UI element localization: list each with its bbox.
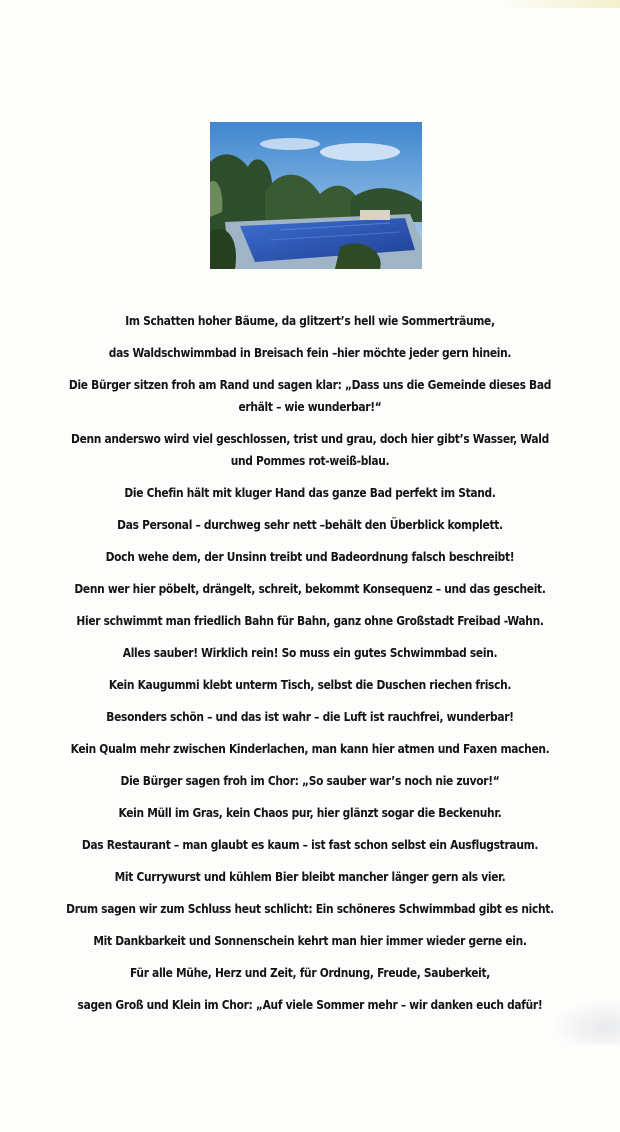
poem-line: Mit Dankbarkeit und Sonnenschein kehrt man hier immer wieder gerne ein. xyxy=(93,933,527,948)
poem-line: Denn anderswo wird viel geschlossen, trist und grau, doch hier gibt’s Wasser, Wald und Pommes rot-weiß-blau. xyxy=(71,431,549,468)
poem-line: sagen Groß und Klein im Chor: „Auf viele Sommer mehr – wir danken euch dafür! xyxy=(77,997,543,1012)
paper-smudge xyxy=(550,1000,620,1045)
pool-photo xyxy=(210,122,422,269)
poem-line: Hier schwimmt man friedlich Bahn für Bahn, ganz ohne Großstadt Freibad -Wahn. xyxy=(76,613,544,628)
poem-line: Besonders schön – und das ist wahr – die Luft ist rauchfrei, wunderbar! xyxy=(106,709,514,724)
poem-line: Kein Müll im Gras, kein Chaos pur, hier glänzt sogar die Beckenuhr. xyxy=(118,805,502,820)
poem-line: Drum sagen wir zum Schluss heut schlicht: Ein schöneres Schwimmbad gibt es nicht. xyxy=(66,901,554,916)
poem-line: Alles sauber! Wirklich rein! So muss ein gutes Schwimmbad sein. xyxy=(122,645,498,660)
poem-line: Mit Currywurst und kühlem Bier bleibt mancher länger gern als vier. xyxy=(114,869,506,884)
pool-photo-image xyxy=(210,122,422,269)
poem-line: das Waldschwimmbad in Breisach fein –hier möchte jeder gern hinein. xyxy=(108,345,512,360)
poem-line: Im Schatten hoher Bäume, da glitzert’s hell wie Sommerträume, xyxy=(125,313,495,328)
poem-line: Kein Qualm mehr zwischen Kinderlachen, man kann hier atmen und Faxen machen. xyxy=(70,741,550,756)
poem xyxy=(61,305,560,1021)
poem-line: Das Personal – durchweg sehr nett –behält den Überblick komplett. xyxy=(117,517,503,532)
poem-line: Doch wehe dem, der Unsinn treibt und Badeordnung falsch beschreibt! xyxy=(105,549,515,564)
poem-line: Das Restaurant – man glaubt es kaum – ist fast schon selbst ein Ausflugstraum. xyxy=(81,837,539,852)
poem-line: Die Chefin hält mit kluger Hand das ganze Bad perfekt im Stand. xyxy=(124,485,496,500)
poem-line: Kein Kaugummi klebt unterm Tisch, selbst die Duschen riechen frisch. xyxy=(108,677,512,692)
poem-line: Die Bürger sagen froh im Chor: „So sauber war’s noch nie zuvor!“ xyxy=(120,773,500,788)
poem-line: Die Bürger sitzen froh am Rand und sagen klar: „Dass uns die Gemeinde dieses Bad erhält – wie wunderbar!“ xyxy=(68,377,552,414)
paper-edge-tint xyxy=(500,0,620,8)
poem-line: Denn wer hier pöbelt, drängelt, schreit, bekommt Konsequenz – und das gescheit. xyxy=(74,581,546,596)
poem-line: Für alle Mühe, Herz und Zeit, für Ordnung, Freude, Sauberkeit, xyxy=(129,965,491,980)
